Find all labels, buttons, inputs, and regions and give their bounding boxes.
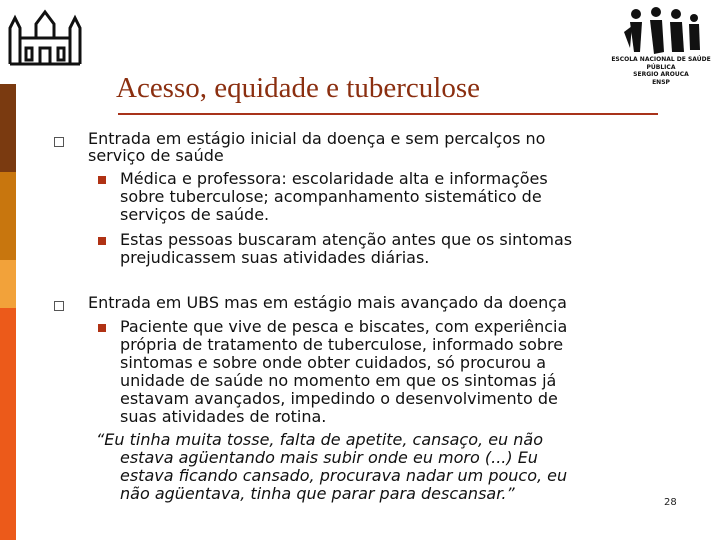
- bullet2-sub1-line3: sintomas e sobre onde obter cuidados, só procurou a: [120, 353, 547, 372]
- title-underline: [118, 113, 658, 115]
- bullet1-sub2-line1: Estas pessoas buscaram atenção antes que os sintomas: [120, 230, 573, 249]
- bullet-box-2: [54, 301, 64, 311]
- quote-line2: estava agüentando mais subir onde eu moro (...) Eu: [120, 448, 538, 467]
- sub-bullet-1a: [98, 176, 106, 184]
- sidebar-band-amber: [0, 172, 16, 260]
- bullet-box-1: [54, 137, 64, 147]
- quote-line3: estava ficando cansado, procurava nadar um pouco, eu: [120, 466, 568, 485]
- bullet1-sub1-line3: serviços de saúde.: [120, 205, 270, 224]
- slide-title: Acesso, equidade e tuberculose: [116, 72, 480, 104]
- sidebar-band-light: [0, 260, 16, 308]
- ensp-name-line1: ESCOLA NACIONAL DE SAÚDE PÚBLICA: [611, 56, 711, 71]
- bullet1-line2: serviço de saúde: [88, 146, 224, 165]
- quote-line4: não agüentava, tinha que parar para descansar.”: [120, 484, 515, 503]
- bullet2-sub1-line2: própria de tratamento de tuberculose, informado sobre: [120, 335, 564, 354]
- bullet1-sub1-line2: sobre tuberculose; acompanhamento sistemático de: [120, 187, 542, 206]
- sidebar-band-orange: [0, 308, 16, 540]
- bullet1-line1: Entrada em estágio inicial da doença e sem percalços no: [88, 129, 546, 148]
- bullet1-sub2-line2: prejudicassem suas atividades diárias.: [120, 248, 430, 267]
- sidebar-band-dark: [0, 84, 16, 172]
- sub-bullet-2a: [98, 324, 106, 332]
- quote-line1: “Eu tinha muita tosse, falta de apetite, cansaço, eu não: [96, 430, 543, 449]
- bullet2-sub1-line4: unidade de saúde no momento em que os sintomas já: [120, 371, 557, 390]
- page-number: 28: [664, 497, 677, 508]
- bullet1-sub1-line1: Médica e professora: escolaridade alta e informações: [120, 169, 548, 188]
- bullet2-line1: Entrada em UBS mas em estágio mais avançado da doença: [88, 293, 567, 312]
- ensp-name: [606, 56, 716, 86]
- bullet2-sub1-line5: estavam avançados, impedindo o desenvolvimento de: [120, 389, 558, 408]
- bullet2-sub1-line6: suas atividades de rotina.: [120, 407, 327, 426]
- ensp-name-line3: ENSP: [652, 78, 670, 86]
- sub-bullet-1b: [98, 237, 106, 245]
- ensp-name-line2: SERGIO AROUCA: [633, 71, 689, 78]
- bullet2-sub1-line1: Paciente que vive de pesca e biscates, com experiência: [120, 317, 568, 336]
- fiocruz-castle-logo: [6, 4, 84, 68]
